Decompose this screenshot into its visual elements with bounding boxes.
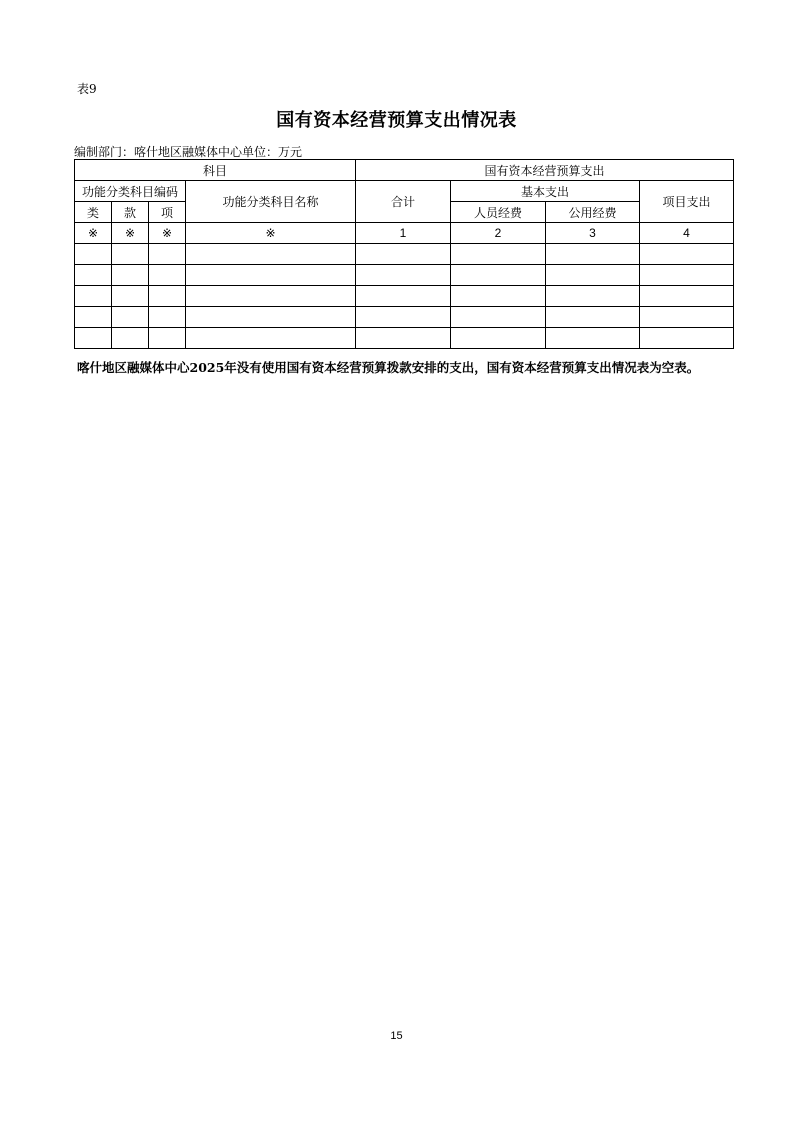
expenditure-table — [74, 159, 734, 349]
index-cell: ※ — [186, 223, 356, 244]
table-row — [75, 244, 734, 265]
index-cell: 3 — [546, 223, 640, 244]
header-basic: 基本支出 — [451, 181, 640, 202]
header-item: 项 — [149, 202, 186, 223]
header-expense: 国有资本经营预算支出 — [356, 160, 734, 181]
header-subject: 科目 — [75, 160, 356, 181]
header-total: 合计 — [356, 181, 451, 223]
header-code: 功能分类科目编码 — [75, 181, 186, 202]
table-number: 表9 — [77, 82, 97, 96]
header-project: 项目支出 — [640, 181, 734, 223]
department-unit-line: 编制部门：喀什地区融媒体中心单位：万元 — [74, 145, 303, 159]
table-row — [75, 286, 734, 307]
table-row — [75, 307, 734, 328]
index-row — [75, 223, 734, 244]
index-cell: 4 — [640, 223, 734, 244]
index-cell: ※ — [149, 223, 186, 244]
page-number: 15 — [390, 1030, 403, 1042]
header-name: 功能分类科目名称 — [186, 181, 356, 223]
index-cell: 1 — [356, 223, 451, 244]
header-public: 公用经费 — [546, 202, 640, 223]
index-cell: 2 — [451, 223, 546, 244]
header-personnel: 人员经费 — [451, 202, 546, 223]
header-section: 款 — [112, 202, 149, 223]
header-class: 类 — [75, 202, 112, 223]
table-row — [75, 328, 734, 349]
index-cell: ※ — [112, 223, 149, 244]
empty-table-note: 喀什地区融媒体中心2025年没有使用国有资本经营预算拨款安排的支出，国有资本经营预算支出情况表为空表。 — [77, 360, 700, 375]
table-row — [75, 265, 734, 286]
page-title: 国有资本经营预算支出情况表 — [276, 110, 517, 131]
index-cell: ※ — [75, 223, 112, 244]
